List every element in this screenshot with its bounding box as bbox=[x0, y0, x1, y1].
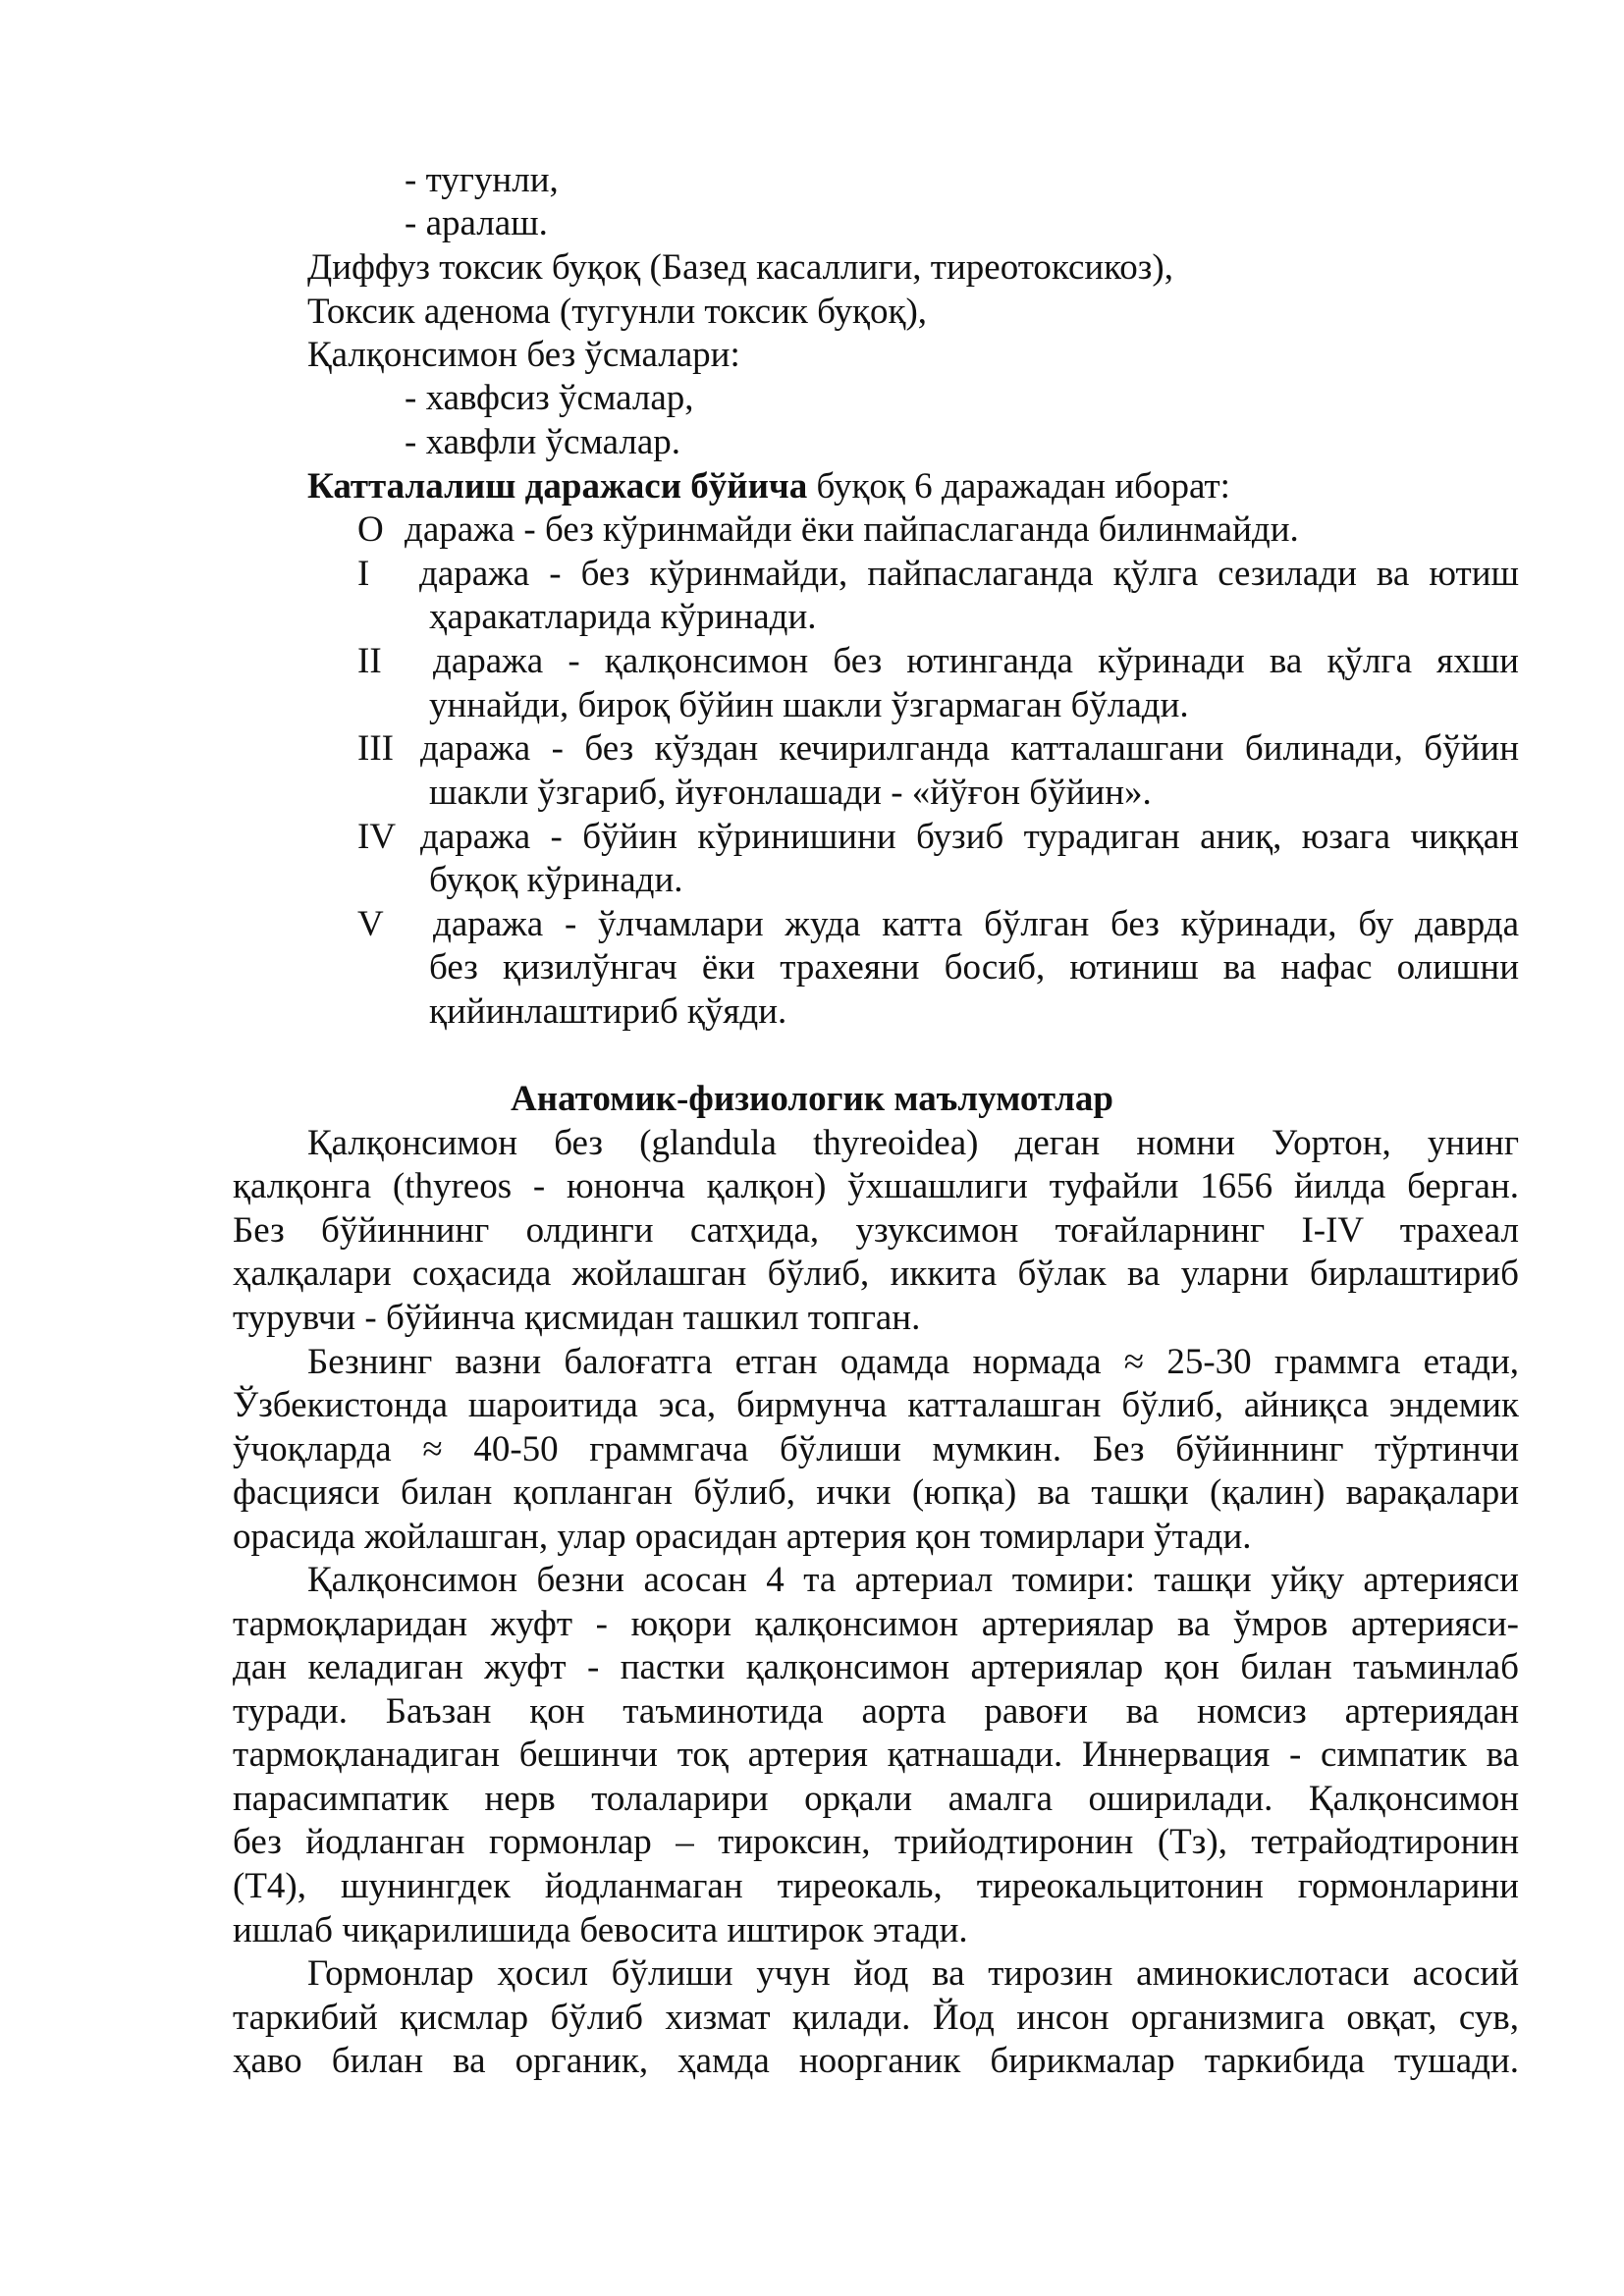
degree-number: I bbox=[357, 554, 370, 594]
degree-line: без қизилўнгач ёки трахеяни босиб, ютиниш ва нафас олишни bbox=[429, 947, 1519, 988]
list-item: - тугунли, bbox=[405, 160, 559, 200]
degree-number: III bbox=[357, 728, 394, 769]
paragraph-line: орасида жойлашган, улар орасидан артерия қон томирлари ўтади. bbox=[233, 1517, 1252, 1557]
degree-number: IV bbox=[357, 817, 397, 857]
paragraph-line: ўчоқларда ≈ 40-50 граммгача бўлиши мумкин. Без бўйиннинг тўртинчи bbox=[233, 1429, 1519, 1469]
paragraph-line: (Т4), шунингдек йодланмаган тиреокаль, тиреокальцитонин гормонларини bbox=[233, 1866, 1519, 1906]
degree-number: О bbox=[357, 509, 384, 550]
classification-item: Диффуз токсик буқоқ (Базед касаллиги, тиреотоксикоз), bbox=[307, 247, 1173, 288]
paragraph-line: Қалқонсимон без (glandula thyreoidea) деган номни Уортон, унинг bbox=[307, 1123, 1519, 1163]
classification-item: Қалқонсимон без ўсмалари: bbox=[307, 335, 740, 375]
paragraph-line: тармоқланадиган бешинчи тоқ артерия қатнашади. Иннервация - симпатик ва bbox=[233, 1735, 1519, 1775]
paragraph-line: парасимпатик нерв толаларири орқали амалга оширилади. Қалқонсимон bbox=[233, 1779, 1519, 1819]
paragraph-line: ҳалқалари соҳасида жойлашган бўлиб, иккита бўлак ва уларни бирлаштириб bbox=[233, 1254, 1519, 1294]
paragraph-line: туради. Баъзан қон таъминотида аорта равоғи ва номсиз артериядан bbox=[233, 1691, 1519, 1732]
degree-line: даража - бўйин кўринишини бузиб турадиган аниқ, юзага чиққан bbox=[420, 817, 1519, 857]
paragraph-line: фасцияси билан қопланган бўлиб, ички (юпқа) ва ташқи (қалин) варақалари bbox=[233, 1472, 1519, 1513]
paragraph-line: Ўзбекистонда шароитида эса, бирмунча катталашган бўлиб, айниқса эндемик bbox=[233, 1385, 1519, 1425]
section-title: Анатомик-физиологик маълумотлар bbox=[511, 1079, 1113, 1119]
paragraph-line: Гормонлар ҳосил бўлиши учун йод ва тирозин аминокислотаси асосий bbox=[307, 1953, 1519, 1994]
degree-line: уннайди, бироқ бўйин шакли ўзгармаган бўлади. bbox=[429, 685, 1189, 725]
degree-line: даража - ўлчамлари жуда катта бўлган без кўринади, бу даврда bbox=[433, 904, 1519, 944]
degree-line: даража - қалқонсимон без ютинганда кўринади ва қўлга яхши bbox=[433, 641, 1519, 681]
paragraph-line: дан келадиган жуфт - пастки қалқонсимон артериялар қон билан таъминлаб bbox=[233, 1647, 1519, 1687]
degree-line: даража - без кўринмайди, пайпаслаганда қўлга сезилади ва ютиш bbox=[419, 554, 1519, 594]
degree-number: V bbox=[357, 904, 384, 944]
paragraph-line: Без бўйиннинг олдинги сатҳида, узуксимон тоғайларнинг I-IV трахеал bbox=[233, 1210, 1519, 1251]
paragraph-line: таркибий қисмлар бўлиб хизмат қилади. Йод инсон организмига овқат, сув, bbox=[233, 1998, 1519, 2038]
paragraph-line: ишлаб чиқарилишида бевосита иштирок этади. bbox=[233, 1910, 968, 1950]
paragraph-line: Безнинг вазни балоғатга етган одамда нормада ≈ 25-30 граммга етади, bbox=[307, 1342, 1519, 1382]
degree-line: ҳаракатларида кўринади. bbox=[429, 597, 817, 637]
paragraph-line: турувчи - бўйинча қисмидан ташкил топган. bbox=[233, 1298, 921, 1338]
list-item: - хавфли ўсмалар. bbox=[405, 422, 681, 462]
paragraph-line: ҳаво билан ва органик, ҳамда ноорганик бирикмалар таркибида тушади. bbox=[233, 2041, 1519, 2081]
list-item: - хавфсиз ўсмалар, bbox=[405, 378, 694, 418]
paragraph-line: без йодланган гормонлар – тироксин, трийодтиронин (Тз), тетрайодтиронин bbox=[233, 1822, 1519, 1862]
paragraph-line: тармоқларидан жуфт - юқори қалқонсимон артериялар ва ўмров артерияси- bbox=[233, 1604, 1519, 1644]
paragraph-line: Қалқонсимон безни асосан 4 та артериал томири: ташқи уйқу артерияси bbox=[307, 1560, 1519, 1600]
degree-line: даража - без кўринмайди ёки пайпаслаганда билинмайди. bbox=[405, 509, 1299, 550]
degree-line: қийинлаштириб қўяди. bbox=[429, 991, 787, 1032]
degree-intro bbox=[307, 465, 1230, 508]
list-item: - аралаш. bbox=[405, 203, 548, 243]
degree-line: буқоқ кўринади. bbox=[429, 860, 683, 900]
degree-line: даража - без кўздан кечирилганда катталашгани билинади, бўйин bbox=[420, 728, 1519, 769]
degree-line: шакли ўзгариб, йуғонлашади - «йўғон бўйин». bbox=[429, 773, 1152, 813]
degree-intro-bold: Катталалиш даражаси бўйича bbox=[307, 466, 808, 507]
degree-number: II bbox=[357, 641, 382, 681]
classification-item: Токсик аденома (тугунли токсик буқоқ), bbox=[307, 292, 928, 332]
degree-intro-rest: буқоқ 6 даражадан иборат: bbox=[807, 466, 1230, 507]
paragraph-line: қалқонга (thyreos - юнонча қалқон) ўхшашлиги туфайли 1656 йилда берган. bbox=[233, 1166, 1519, 1206]
